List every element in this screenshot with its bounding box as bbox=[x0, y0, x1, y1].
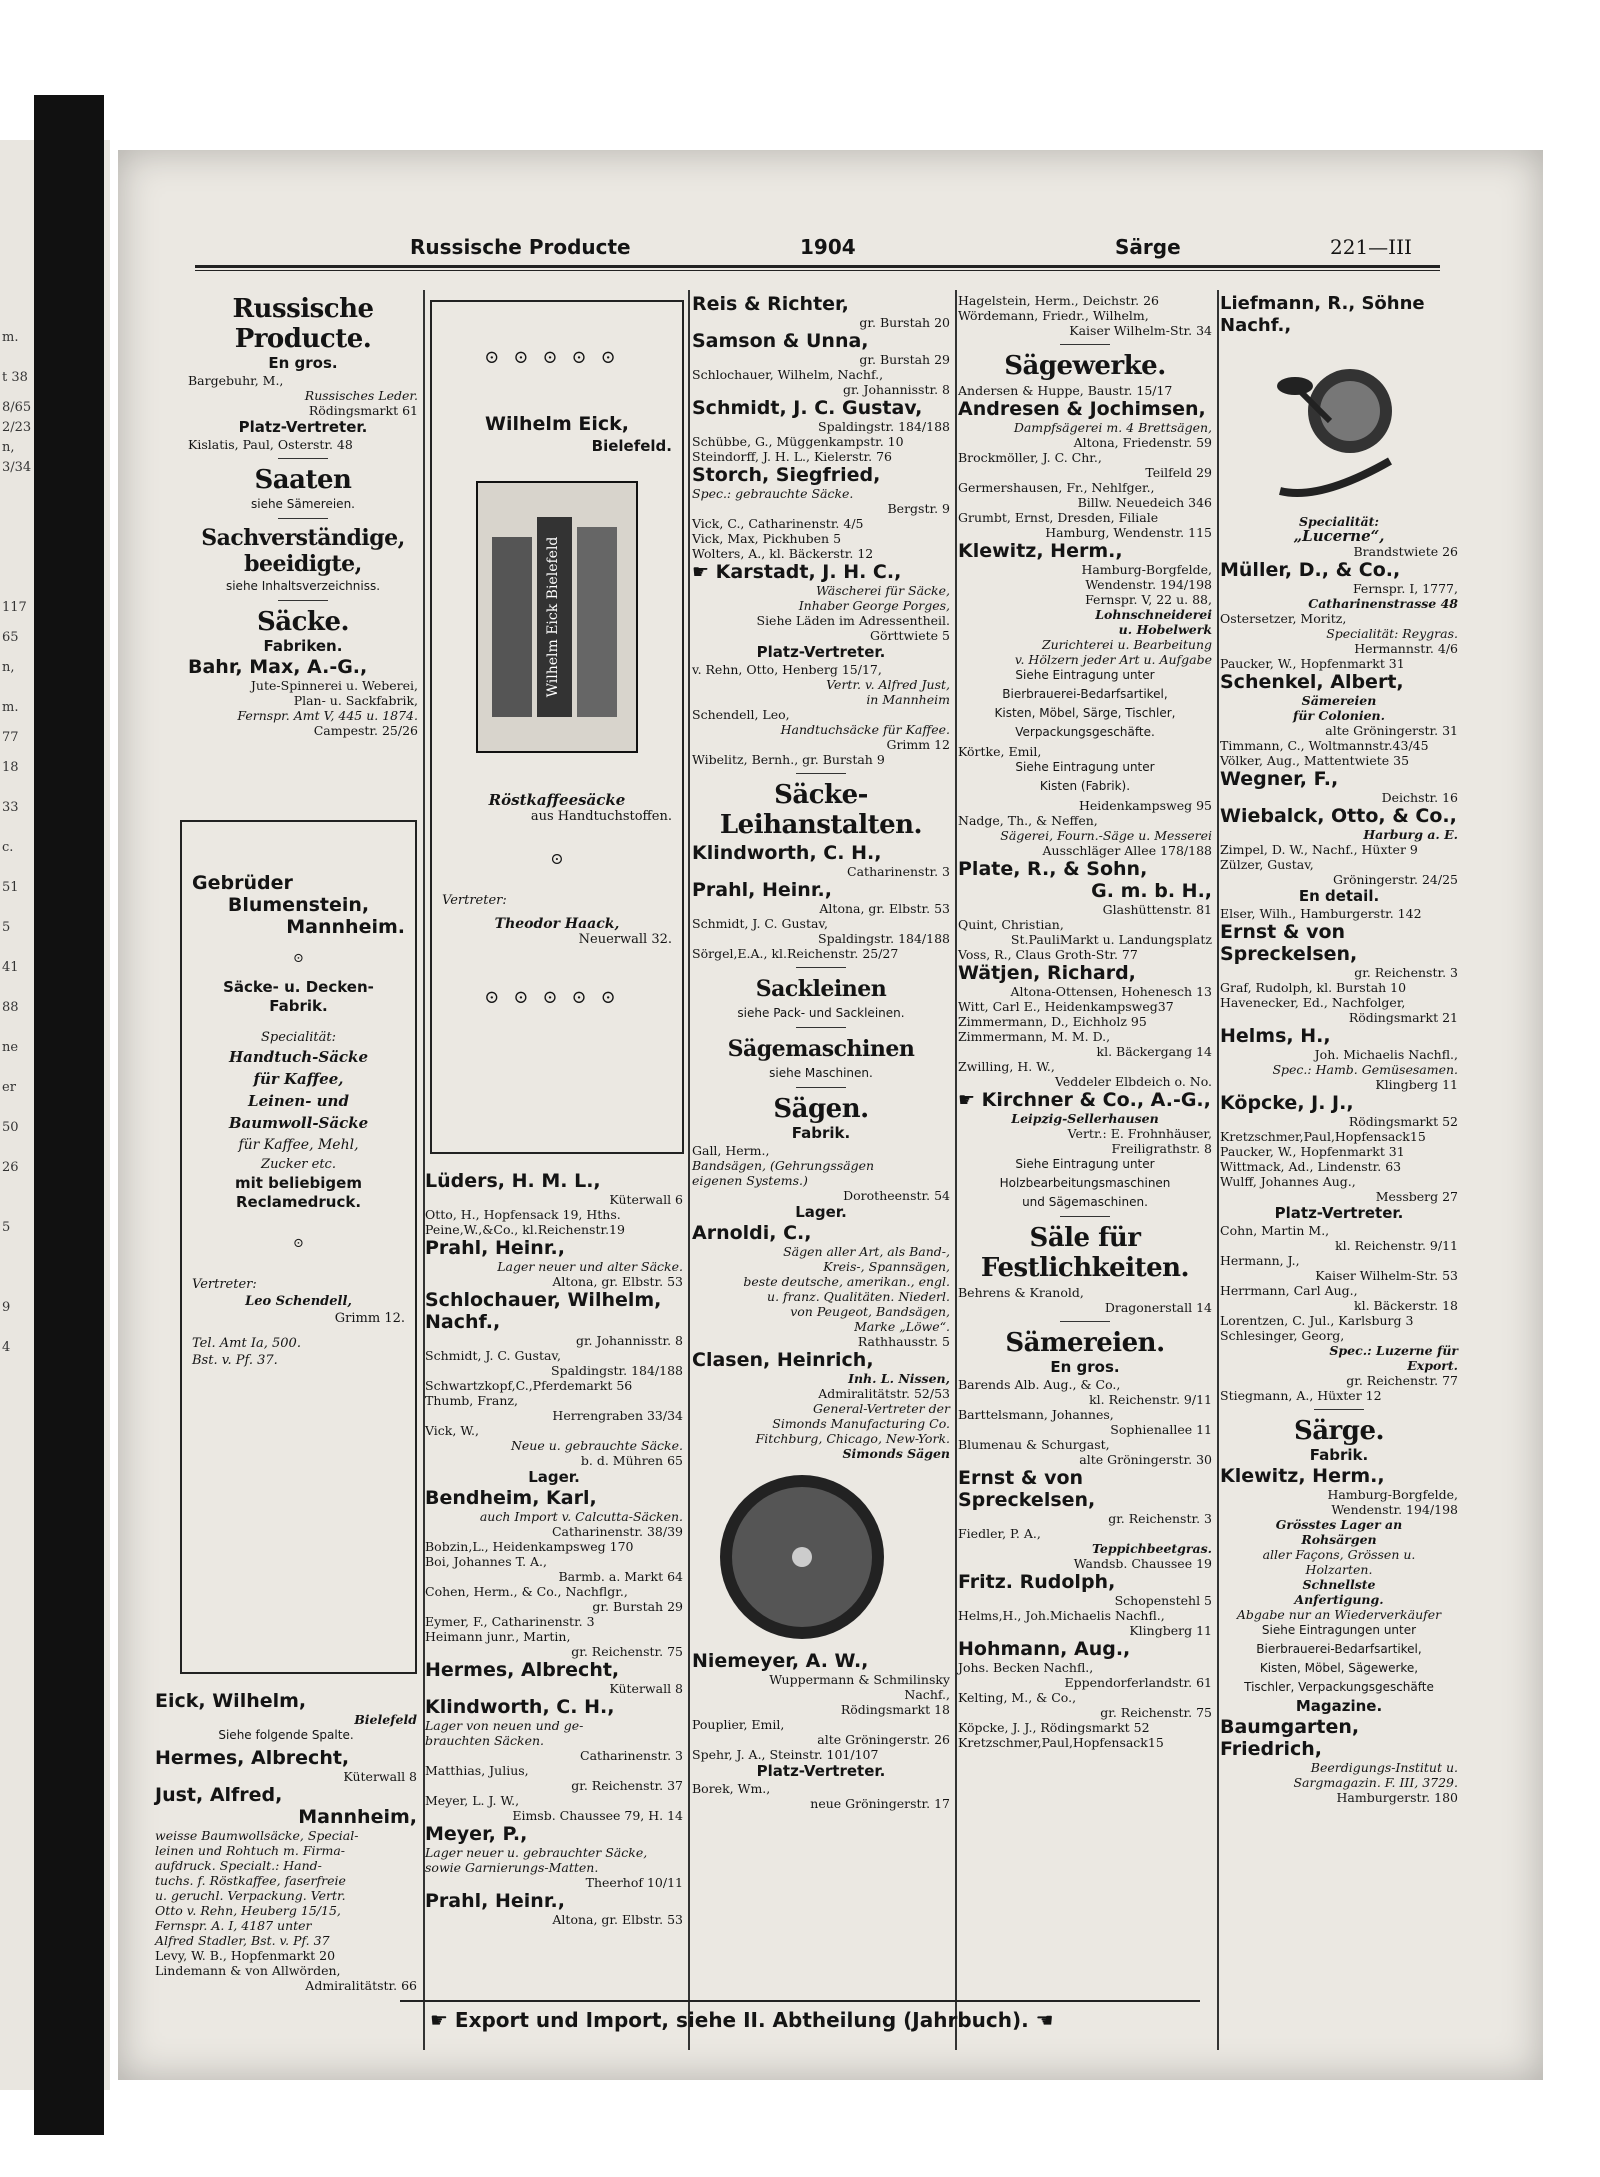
pointing-hand-icon: ☛ bbox=[430, 2008, 455, 2032]
prev-page-fragment: 65 bbox=[2, 630, 19, 645]
prev-page-fragment: ne bbox=[2, 1040, 19, 1055]
section-title: Sachverständige, beeidigte, bbox=[201, 525, 405, 577]
ornament-icon: ⊙ bbox=[293, 1236, 304, 1251]
scan-margin bbox=[0, 0, 1600, 95]
prev-page-fragment: 9 bbox=[2, 1300, 11, 1315]
advertisement-eick: ⊙⊙⊙⊙⊙ Wilhelm Eick, Bielefeld. Wilhelm Eick Bielefeld Röstkaffeesäcke aus Handtuchstoffen. ⊙ Vertreter: Theodor Haack, Neuerwall 32. ⊙⊙⊙⊙⊙ bbox=[430, 300, 684, 1154]
saw-blade-illustration bbox=[712, 1467, 892, 1647]
prev-page-fragment: er bbox=[2, 1080, 16, 1095]
prev-page-fragment: 41 bbox=[2, 960, 19, 975]
running-header bbox=[200, 235, 1440, 265]
column-divider bbox=[1217, 290, 1219, 2050]
subsection: En gros. bbox=[268, 354, 338, 372]
header-left: Russische Producte bbox=[410, 235, 631, 259]
prev-page-fragment: 77 bbox=[2, 730, 19, 745]
prev-page-fragment: 33 bbox=[2, 800, 19, 815]
prev-page-fragment: 117 bbox=[2, 600, 27, 615]
prev-page-fragment: m. bbox=[2, 700, 19, 715]
column-divider bbox=[688, 290, 690, 2050]
product-illustration bbox=[472, 477, 642, 757]
prev-page-fragment: m. bbox=[2, 330, 19, 345]
prev-page-fragment: 50 bbox=[2, 1120, 19, 1135]
entry: Bargebuhr, M., Russisches Leder. Rödingsmarkt 61 bbox=[188, 373, 418, 418]
prev-page-fragment: n, bbox=[2, 660, 15, 675]
advertisement-blumenstein: Gebrüder Blumenstein, Mannheim. ⊙ Säcke- u. Decken- Fabrik. Specialität: Handtuch-Säcke für Kaffee, Leinen- und Baumwoll-Säcke für Kaffee, Mehl, Zucker etc. mit beliebigem Reclamedruck. ⊙ Vertreter: Leo Schendell, Grimm 12. Tel. Amt Ia, 500. Bst. v. Pf. 37. bbox=[180, 820, 417, 1674]
prev-page-fragment: n, bbox=[2, 440, 15, 455]
section-title: Säcke. bbox=[256, 607, 350, 637]
column-2-lower: Lüders, H. M. L., Küterwall 6 Otto, H., Hopfensack 19, Hths. Peine,W.,&Co., kl.Reichenstr.19 Prahl, Heinr., Lager neuer und alter Säcke. Altona, gr. Elbstr. 53 Schlochauer, Wilhelm, Nachf., gr. Johannisstr. 8 Schmidt, J. C. Gustav, Spaldingstr. 184/188 Schwartzkopf,C.,Pferdemarkt 56 Thumb, Franz, Herrengraben 33/34 Vick, W., Neue u. gebrauchte Säcke. b. d. Mühren 65 Lager. Bendheim, Karl, auch Import v. Calcutta-Säcken. Catharinenstr. 38/39 Bobzin,L., Heidenkampsweg 170 Boi, Johannes T. A., Barmb. a. Markt 64 Cohen, Herm., & Co., Nachflgr., gr. Burstah 29 Eymer, F., Catharinenstr. 3 Heimann junr., Martin, gr. Reichenstr. 75 Hermes, Albrecht, Küterwall 8 Klindworth, C. H., Lager von neuen und ge- brauchten Säcken. Catharinenstr. 3 Matthias, Julius, gr. Reichenstr. 37 Meyer, L. J. W., Eimsb. Chaussee 79, H. 14 Meyer, P., Lager neuer u. gebrauchter Säcke, sowie Garnierungs-Matten. Theerhof 10/11 Prahl, Heinr., Altona, gr. Elbstr. 53 bbox=[425, 1170, 683, 1927]
column-1: Russische Producte. En gros. Bargebuhr, M., Russisches Leder. Rödingsmarkt 61 Platz-Vertreter. Kislatis, Paul, Osterstr. 48 Saaten siehe Sämereien. Sachverständige, beeidigte, siehe Inhaltsverzeichniss. Säcke. Fabriken. Bahr, Max, A.-G., Jute-Spinnerei u. Weberei, Plan- u. Sackfabrik, Fernspr. Amt V, 445 u. 1874. Campestr. 25/26 bbox=[188, 294, 418, 738]
prev-page-fragment: c. bbox=[2, 840, 14, 855]
footer-note: ☛ Export und Import, siehe II. Abtheilung (Jahrbuch). ☚ bbox=[430, 2008, 1054, 2032]
prev-page-fragment: t 38 bbox=[2, 370, 28, 385]
footer-rule bbox=[400, 2000, 1200, 2002]
prev-page-fragment: 5 bbox=[2, 1220, 11, 1235]
prev-page-fragment: 3/34 bbox=[2, 460, 32, 475]
prev-page-fragment: 18 bbox=[2, 760, 19, 775]
subsection: Platz-Vertreter. bbox=[238, 418, 368, 436]
ornament-icon: ⊙ bbox=[550, 849, 564, 868]
pointing-hand-icon: ☛ bbox=[958, 1089, 982, 1111]
page-number: 221—III bbox=[1330, 235, 1412, 259]
prev-page-fragment: 5 bbox=[2, 920, 11, 935]
section-title: Russische Producte. bbox=[232, 294, 374, 354]
section-title: Saaten bbox=[254, 465, 352, 495]
prev-page-fragment: 51 bbox=[2, 880, 19, 895]
ornament-icon: ⊙⊙⊙⊙⊙ bbox=[484, 987, 630, 1008]
header-center: Särge bbox=[1115, 235, 1181, 259]
column-divider bbox=[955, 290, 957, 2050]
pointing-hand-icon: ☛ bbox=[692, 561, 716, 583]
header-rule bbox=[195, 265, 1440, 268]
ornament-icon: ⊙ bbox=[293, 951, 304, 966]
header-rule-thin bbox=[195, 270, 1440, 271]
column-1-lower: Eick, Wilhelm, Bielefeld Siehe folgende Spalte. Hermes, Albrecht, Küterwall 8 Just, Alfred, Mannheim, weisse Baumwollsäcke, Special- leinen und Rohtuch m. Firma- aufdruck. Specialt.: Hand- tuchs. f. Röstkaffee, faserfreie u. geruchl. Verpackung. Vertr. Otto v. Rehn, Heuberg 15/15, Fernspr. A. I, 4187 unter Alfred Stadler, Bst. v. Pf. 37 Levy, W. B., Hopfenmarkt 20 Lindemann & von Allwörden, Admiralitätstr. 66 bbox=[155, 1690, 417, 1993]
book-spine bbox=[34, 95, 104, 2135]
prev-page-fragment: 8/65 bbox=[2, 400, 32, 415]
prev-page-fragment: 26 bbox=[2, 1160, 19, 1175]
ornament-icon: ⊙⊙⊙⊙⊙ bbox=[484, 347, 630, 368]
svg-text:Wilhelm Eick Bielefeld: Wilhelm Eick Bielefeld bbox=[545, 536, 561, 698]
column-3: Reis & Richter, gr. Burstah 20 Samson & Unna, gr. Burstah 29 Schlochauer, Wilhelm, Nachf., gr. Johannisstr. 8 Schmidt, J. C. Gustav, Spaldingstr. 184/188 Schübbe, G., Müggenkampstr. 10 Steindorff, J. H. L., Kielerstr. 76 Storch, Siegfried, Spec.: gebrauchte Säcke. Bergstr. 9 Vick, C., Catharinenstr. 4/5 Vick, Max, Pickhuben 5 Wolters, A., kl. Bäckerstr. 12 ☛ Karstadt, J. H. C., Wäscherei für Säcke, Inhaber George Porges, Siehe Läden im Adressentheil. Görttwiete 5 Platz-Vertreter. v. Rehn, Otto, Henberg 15/17, Vertr. v. Alfred Just, in Mannheim Schendell, Leo, Handtuchsäcke für Kaffee. Grimm 12 Wibelitz, Bernh., gr. Burstah 9 Säcke-Leihanstalten. Klindworth, C. H., Catharinenstr. 3 Prahl, Heinr., Altona, gr. Elbstr. 53 Schmidt, J. C. Gustav, Spaldingstr. 184/188 Sörgel,E.A., kl.Reichenstr. 25/27 Sackleinen siehe Pack- und Sackleinen. Sägemaschinen siehe Maschinen. Sägen. Fabrik. Gall, Herm., Bandsägen, (Gehrungssägen eigenen Systems.) Dorotheenstr. 54 Lager. Arnoldi, C., Sägen aller Art, als Band-, Kreis-, Spannsägen, beste deutsche, amerikan., engl. u. franz. Qualitäten. Niederl. von Peugeot, Bandsägen, Marke „Löwe“. Rathhausstr. 5 Clasen, Heinrich, Inh. L. Nissen, Admiralitätstr. 52/53 General-Vertreter der Simonds Manufacturing Co. Fitchburg, Chicago, New-York. Simonds Sägen Niemeyer, A. W., Wuppermann & Schmilinsky Nachf., Rödingsmarkt 18 Pouplier, Emil, alte Gröningerstr. 26 Spehr, J. A., Steinstr. 101/107 Platz-Vertreter. Borek, Wm., neue Gröningerstr. 17 bbox=[692, 293, 950, 1811]
prev-page-fragment: 4 bbox=[2, 1340, 11, 1355]
pointing-hand-icon: ☚ bbox=[1028, 2008, 1054, 2032]
prev-page-fragment: 88 bbox=[2, 1000, 19, 1015]
business-name: Bahr, Max, A.-G., bbox=[188, 656, 368, 678]
column-5: Liefmann, R., Söhne Nachf., Specialität: „Lucerne“, Brandstwiete 26 Müller, D., & Co., Fernspr. I, 1777, Catharinenstrasse 48 Ostersetzer, Moritz, Specialität: Reygras. Hermannstr. 4/6 Paucker, W., Hopfenmarkt 31 Schenkel, Albert, Sämereien für Colonien. alte Gröningerstr. 31 Timmann, C., Woltmannstr.43/45 Völker, Aug., Mattentwiete 35 Wegner, F., Deichstr. 16 Wiebalck, Otto, & Co., Harburg a. E. Zimpel, D. W., Nachf., Hüxter 9 Zülzer, Gustav, Gröningerstr. 24/25 En detail. Elser, Wilh., Hamburgerstr. 142 Ernst & von Spreckelsen, gr. Reichenstr. 3 Graf, Rudolph, kl. Burstah 10 Havenecker, Ed., Nachfolger, Rödingsmarkt 21 Helms, H., Joh. Michaelis Nachfl., Spec.: Hamb. Gemüsesamen. Klingberg 11 Köpcke, J. J., Rödingsmarkt 52 Kretzschmer,Paul,Hopfensack15 Paucker, W., Hopfenmarkt 31 Wittmack, Ad., Lindenstr. 63 Wulff, Johannes Aug., Messberg 27 Platz-Vertreter. Cohn, Martin M., kl. Reichenstr. 9/11 Hermann, J., Kaiser Wilhelm-Str. 53 Herrmann, Carl Aug., kl. Bäckerstr. 18 Lorentzen, C. Jul., Karlsburg 3 Schlesinger, Georg, Spec.: Luzerne für Export. gr. Reichenstr. 77 Stiegmann, A., Hüxter 12 Särge. Fabrik. Klewitz, Herm., Hamburg-Borgfelde, Wendenstr. 194/198 Grösstes Lager an Rohsärgen aller Façons, Grössen u. Holzarten. Schnellste Anfertigung. Abgabe nur an Wiederverkäufer Siehe Eintragungen unter Bierbrauerei-Bedarfsartikel, Kisten, Möbel, Sägewerke, Tischler, Verpackungsgeschäfte Magazine. Baumgarten, Friedrich, Beerdigungs-Institut u. Sargmagazin. F. III, 3729. Hamburgerstr. 180 bbox=[1220, 293, 1458, 1805]
prev-page-fragment: 2/23 bbox=[2, 420, 32, 435]
header-year: 1904 bbox=[800, 235, 856, 259]
column-4: Hagelstein, Herm., Deichstr. 26 Wördemann, Friedr., Wilhelm, Kaiser Wilhelm-Str. 34 Sägewerke. Andersen & Huppe, Baustr. 15/17 Andresen & Jochimsen, Dampfsägerei m. 4 Brettsägen, Altona, Friedenstr. 59 Brockmöller, J. C. Chr., Teilfeld 29 Germershausen, Fr., Nehlfger., Billw. Neuedeich 346 Grumbt, Ernst, Dresden, Filiale Hamburg, Wendenstr. 115 Klewitz, Herm., Hamburg-Borgfelde, Wendenstr. 194/198 Fernspr. V, 22 u. 88, Lohnschneiderei u. Hobelwerk Zurichterei u. Bearbeitung v. Hölzern jeder Art u. Aufgabe Siehe Eintragung unter Bierbrauerei-Bedarfsartikel, Kisten, Möbel, Särge, Tischler, Verpackungsgeschäfte. Körtke, Emil, Siehe Eintragung unter Kisten (Fabrik). Heidenkampsweg 95 Nadge, Th., & Neffen, Sägerei, Fourn.-Säge u. Messerei Ausschläger Allee 178/188 Plate, R., & Sohn, G. m. b. H., Glashüttenstr. 81 Quint, Christian, St.PauliMarkt u. Landungsplatz Voss, R., Claus Groth-Str. 77 Wätjen, Richard, Altona-Ottensen, Hohenesch 13 Witt, Carl E., Heidenkampsweg37 Zimmermann, D., Eichholz 95 Zimmermann, M. M. D., kl. Bäckergang 14 Zwilling, H. W., Veddeler Elbdeich o. No. ☛ Kirchner & Co., A.-G., Leipzig-Sellerhausen Vertr.: E. Frohnhäuser, Freiligrathstr. 8 Siehe Eintragung unter Holzbearbeitungsmaschinen und Sägemaschinen. Säle für Festlichkeiten. Behrens & Kranold, Dragonerstall 14 Sämereien. En gros. Barends Alb. Aug., & Co., kl. Reichenstr. 9/11 Barttelsmann, Johannes, Sophienallee 11 Blumenau & Schurgast, alte Gröningerstr. 30 Ernst & von Spreckelsen, gr. Reichenstr. 3 Fiedler, P. A., Teppichbeetgras. Wandsb. Chaussee 19 Fritz. Rudolph, Schopenstehl 5 Helms,H., Joh.Michaelis Nachfl., Klingberg 11 Hohmann, Aug., Johs. Becken Nachfl., Eppendorferlandstr. 61 Kelting, M., & Co., gr. Reichenstr. 75 Köpcke, J. J., Rödingsmarkt 52 Kretzschmer,Paul,Hopfensack15 bbox=[958, 293, 1212, 1750]
clover-illustration bbox=[1240, 341, 1430, 511]
entry: Kislatis, Paul, Osterstr. 48 bbox=[188, 437, 353, 452]
